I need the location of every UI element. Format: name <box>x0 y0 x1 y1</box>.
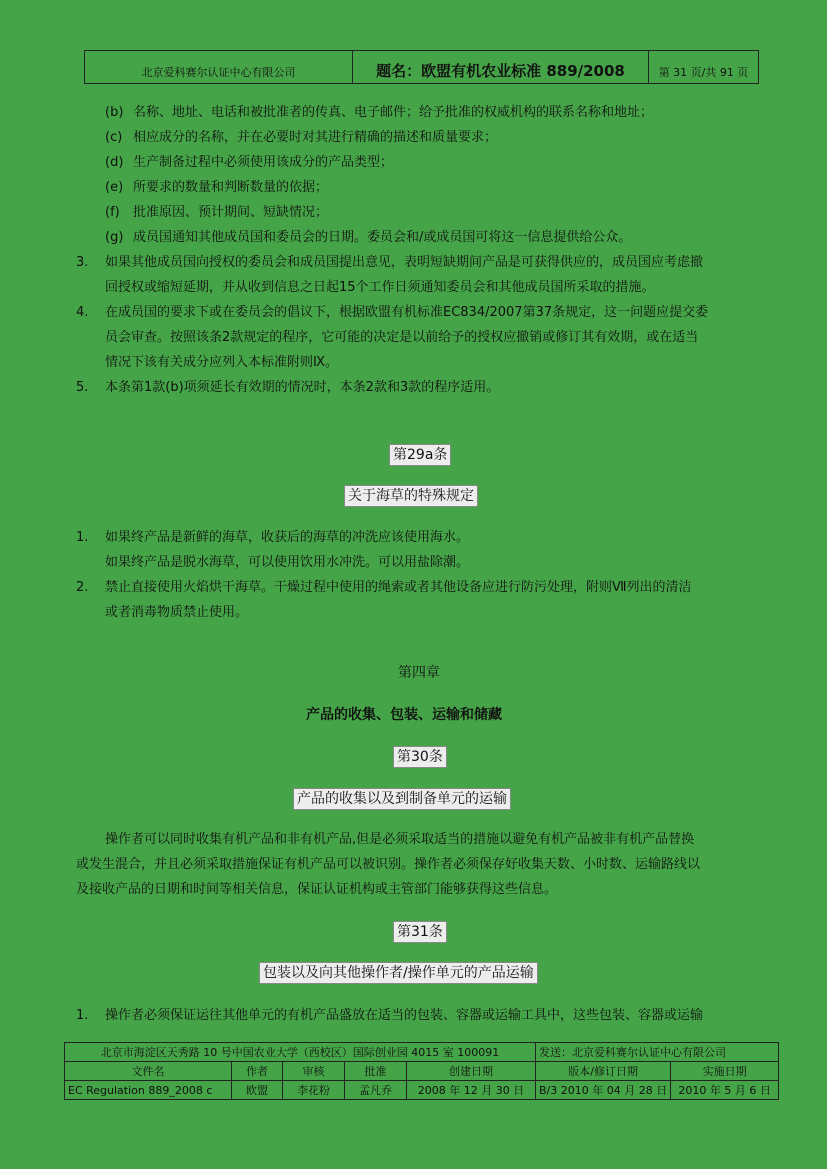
header-title: 题名：欧盟有机农业标准 889/2008 <box>353 51 649 83</box>
article-title: 包装以及向其他操作者/操作单元的产品运输 <box>259 962 538 984</box>
header-company: 北京爱科赛尔认证中心有限公司 <box>85 51 353 83</box>
footer-header-created: 创建日期 <box>407 1062 536 1081</box>
footer-value-effective: 2010 年 5 月 6 日 <box>671 1081 779 1100</box>
header-page-number: 第 31 页/共 91 页 <box>658 66 749 79</box>
item-label: (g) <box>105 230 124 245</box>
item-text: 相应成分的名称，并在必要时对其进行精确的描述和质量要求； <box>133 130 498 145</box>
footer-header-revision: 版本/修订日期 <box>536 1062 671 1081</box>
page-footer <box>64 1042 779 1100</box>
paragraph-text: 本条第1款(b)项须延长有效期的情况时，本条2款和3款的程序适用。 <box>105 380 500 395</box>
article-heading: 第31条 <box>393 921 447 943</box>
item-label: (e) <box>105 180 124 195</box>
paragraph-text: 如果终产品是脱水海草，可以使用饮用水冲洗。可以用盐除潮。 <box>105 555 470 570</box>
footer-value-created: 2008 年 12 月 30 日 <box>407 1081 536 1100</box>
article-heading: 第29a条 <box>389 444 451 466</box>
paragraph-text: 操作者必须保证运往其他单元的有机产品盛放在适当的包装、容器或运输工具中，这些包装、容器或运输 <box>105 1008 704 1023</box>
item-text: 成员国通知其他成员国和委员会的日期。委员会和/或成员国可将这一信息提供给公众。 <box>133 230 632 245</box>
item-label: (c) <box>105 130 123 145</box>
paragraph-text: 或发生混合，并且必须采取措施保证有机产品可以被识别。操作者必须保存好收集天数、小时数、运输路线以 <box>76 857 701 872</box>
footer-issuer: 发送：北京爱科赛尔认证中心有限公司 <box>536 1043 779 1062</box>
article-title: 产品的收集以及到制备单元的运输 <box>293 788 511 810</box>
paragraph-number: 1. <box>76 530 89 545</box>
footer-header-effective: 实施日期 <box>671 1062 779 1081</box>
footer-header-review: 审核 <box>283 1062 345 1081</box>
paragraph-text: 或者消毒物质禁止使用。 <box>105 605 249 620</box>
paragraph-text: 回授权或缩短延期，并从收到信息之日起15个工作日须通知委员会和其他成员国所采取的措施。 <box>105 280 655 295</box>
footer-value-filename: EC Regulation 889_2008 c <box>65 1081 232 1100</box>
chapter-title: 产品的收集、包装、运输和储藏 <box>306 707 502 723</box>
chapter-heading: 第四章 <box>398 665 440 681</box>
paragraph-text: 及接收产品的日期和时间等相关信息，保证认证机构或主管部门能够获得这些信息。 <box>76 882 558 897</box>
paragraph-number: 2. <box>76 580 89 595</box>
paragraph-text: 禁止直接使用火焰烘干海草。干燥过程中使用的绳索或者其他设备应进行防污处理，附则Ⅶ列出的清洁 <box>105 580 692 595</box>
footer-header-filename: 文件名 <box>65 1062 232 1081</box>
footer-address: 北京市海淀区天秀路 10 号中国农业大学（西校区）国际创业园 4015 室 100091 <box>65 1043 536 1062</box>
article-heading: 第30条 <box>393 746 447 768</box>
page-header <box>84 50 759 84</box>
item-label: (b) <box>105 105 124 120</box>
paragraph-number: 3. <box>76 255 89 270</box>
item-text: 生产制备过程中必须使用该成分的产品类型； <box>133 155 394 170</box>
paragraph-text: 情况下该有关成分应列入本标准附则Ⅸ。 <box>105 355 338 370</box>
item-label: (f) <box>105 205 120 220</box>
footer-value-author: 欧盟 <box>232 1081 283 1100</box>
paragraph-text: 操作者可以同时收集有机产品和非有机产品,但是必须采取适当的措施以避免有机产品被非有机产品替换 <box>105 832 695 847</box>
article-title: 关于海草的特殊规定 <box>344 485 478 507</box>
item-text: 所要求的数量和判断数量的依据； <box>133 180 329 195</box>
paragraph-number: 1. <box>76 1008 89 1023</box>
item-label: (d) <box>105 155 124 170</box>
paragraph-text: 员会审查。按照该条2款规定的程序，它可能的决定是以前给予的授权应撤销或修订其有效期，或在适当 <box>105 330 699 345</box>
item-text: 批准原因、预计期间、短缺情况； <box>133 205 329 220</box>
footer-header-approve: 批准 <box>345 1062 407 1081</box>
paragraph-text: 如果其他成员国向授权的委员会和成员国提出意见，表明短缺期间产品是可获得供应的，成员国应考虑撤 <box>105 255 704 270</box>
paragraph-number: 5. <box>76 380 89 395</box>
footer-header-author: 作者 <box>232 1062 283 1081</box>
footer-value-revision: B/3 2010 年 04 月 28 日 <box>536 1081 671 1100</box>
item-text: 名称、地址、电话和被批准者的传真、电子邮件；给予批准的权威机构的联系名称和地址； <box>133 105 654 120</box>
paragraph-text: 在成员国的要求下或在委员会的倡议下，根据欧盟有机标准EC834/2007第37条规定，这一问题应提交委 <box>105 305 709 320</box>
paragraph-text: 如果终产品是新鲜的海草，收获后的海草的冲洗应该使用海水。 <box>105 530 470 545</box>
footer-value-review: 李花粉 <box>283 1081 345 1100</box>
paragraph-number: 4. <box>76 305 89 320</box>
footer-value-approve: 孟凡乔 <box>345 1081 407 1100</box>
